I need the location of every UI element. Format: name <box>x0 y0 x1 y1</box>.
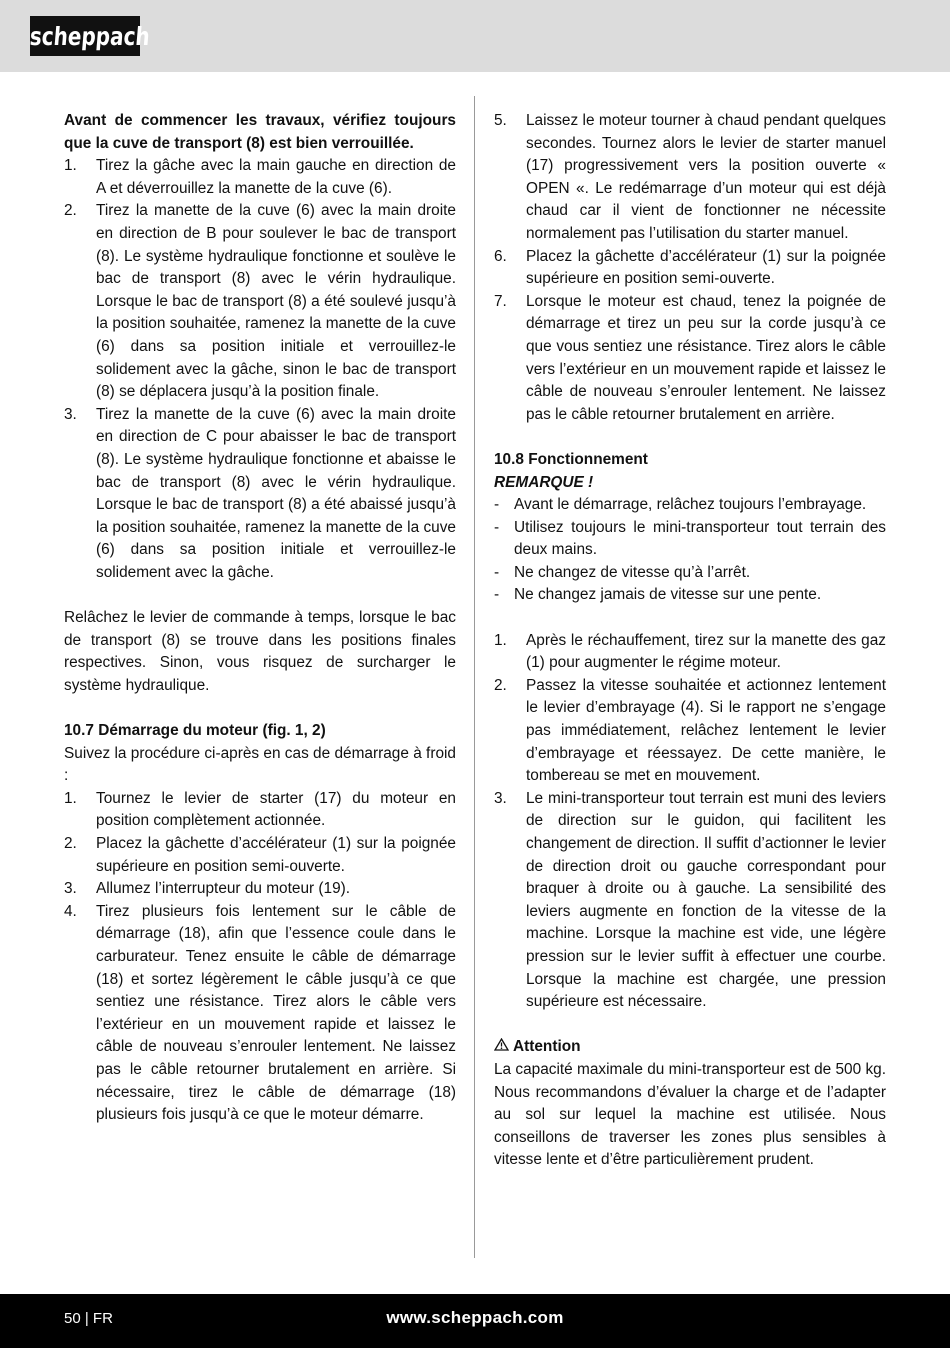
remark-label: REMARQUE ! <box>494 473 594 491</box>
attention-label: Attention <box>513 1038 581 1056</box>
item-text: Tirez la manette de la cuve (6) avec la main droite en direction de C pour abaisser le bac de transport (8). Le système hydraulique fonctionne et abaisse le bac de transport (8) avec le vérin hydraulique. Lorsque le bac de transport (8) a été abaissé jusqu’à la position souhaitée, ramenez la manette de la cuve (6) dans sa position initiale et verrouillez-le solidement avec la gâche. <box>96 405 456 581</box>
section-107-title: 10.7 Démarrage du moteur (fig. 1, 2) <box>64 722 326 740</box>
list-item <box>64 155 456 200</box>
item-number: 5. <box>494 112 507 129</box>
item-number: 2. <box>494 676 507 694</box>
page-header <box>0 0 950 72</box>
page-footer <box>0 1294 950 1348</box>
item-text: Placez la gâchette d’accélérateur (1) sur la poignée supérieure en position semi-ouverte. <box>96 835 456 875</box>
list-item <box>494 562 886 585</box>
dash-marker: - <box>494 496 500 514</box>
dash-marker: - <box>494 518 500 536</box>
item-text: Ne changez de vitesse qu’à l’arrêt. <box>514 563 751 581</box>
item-text: Le mini-transporteur tout terrain est muni des leviers de direction sur le guidon, qui facilitent les changement de direction. Il suffit d’actionner le levier de direction droit ou gauche correspondant pour braquer à droite ou à gauche. La sensibilité des leviers augmente en fonction de la vitesse de la machine. Lorsque la machine est vide, une légère pression sur le levier suffit à effectuer une courbe. Lorsque la machine est chargée, une pression supérieure est nécessaire. <box>526 789 886 1011</box>
release-note: Relâchez le levier de commande à temps, lorsque le bac de transport (8) se trouve dans les positions finales respectives. Sinon, vous risquez de surcharger le système hydraulique. <box>64 609 456 694</box>
item-text: Passez la vitesse souhaitée et actionnez lentement le levier d’embrayage (4). Si le rapport ne s’engage pas immédiatement, relâchez lentement le levier d’embrayage et réessayez. De cette manière, le tombereau se met en mouvement. <box>526 676 886 785</box>
attention-text: La capacité maximale du mini-transporteur est de 500 kg. Nous recommandons d’évaluer la charge et de l’adapter au sol sur lequel la machine est utilisée. Nous conseillons de traverser les zones plus sensibles à vitesse lente et d’être particulièrement prudent. <box>494 1060 886 1169</box>
item-text: Tirez la manette de la cuve (6) avec la main droite en direction de B pour soulever le bac de transport (8). Le système hydraulique fonctionne et soulève le bac de transport (8) avec le vérin hydraulique. Lorsque le bac de transport (8) a été soulevé jusqu’à la position souhaitée, ramenez la manette de la cuve (6) dans sa position initiale et verrouillez-le solidement avec la gâche, sinon le bac de transport (8) se déplacera jusqu’à la position finale. <box>96 202 456 401</box>
item-number: 1. <box>64 157 77 175</box>
list-item <box>494 494 886 517</box>
list-item <box>64 878 456 901</box>
list-item <box>494 291 886 427</box>
item-number: 2. <box>64 202 77 220</box>
item-text: Placez la gâchette d’accélérateur (1) sur la poignée supérieure en position semi-ouverte. <box>526 247 886 288</box>
item-number: 1. <box>64 789 77 807</box>
left-column <box>64 110 456 1127</box>
item-text: Après le réchauffement, tirez sur la manette des gaz (1) pour augmenter le régime moteur. <box>526 631 886 672</box>
list-item <box>64 788 456 833</box>
list-item <box>64 200 456 403</box>
website-link[interactable]: www.scheppach.com <box>386 1308 564 1327</box>
page-number: 50 | FR <box>64 1310 113 1327</box>
list-item <box>64 901 456 1127</box>
list-item <box>494 584 886 607</box>
lift-steps <box>64 155 456 584</box>
warm-start-steps <box>494 110 886 426</box>
item-text: Lorsque le moteur est chaud, tenez la poignée de démarrage et tirez un peu sur la corde jusqu’à ce que vous sentiez une résistance. Tirez alors le câble vers l’extérieur en un mouvement rapide et laissez le câble de nouveau s’enrouler lentement. Ne laissez pas le câble retourner brutalement en arrière. <box>526 292 886 423</box>
warning-triangle-icon <box>494 1036 509 1059</box>
remark-list <box>494 494 886 607</box>
list-item <box>494 675 886 788</box>
list-item <box>64 404 456 585</box>
right-column <box>494 110 886 1172</box>
item-number: 3. <box>64 405 77 423</box>
item-number: 1. <box>494 631 507 649</box>
section-108-title: 10.8 Fonctionnement <box>494 450 648 468</box>
item-number: 2. <box>64 835 77 852</box>
item-number: 3. <box>64 880 77 898</box>
item-text: Tournez le levier de starter (17) du moteur en position complètement actionnée. <box>96 789 456 830</box>
dash-marker: - <box>494 563 500 581</box>
item-number: 7. <box>494 292 507 310</box>
attention-heading <box>494 1036 886 1059</box>
item-number: 6. <box>494 247 507 265</box>
item-text: Allumez l’interrupteur du moteur (19). <box>96 880 351 898</box>
list-item <box>494 517 886 562</box>
list-item <box>494 788 886 1014</box>
list-item <box>494 630 886 675</box>
intro-warning: Avant de commencer les travaux, vérifiez toujours que la cuve de transport (8) est bien verrouillée. <box>64 112 456 152</box>
section-107-intro: Suivez la procédure ci-après en cas de démarrage à froid : <box>64 744 456 785</box>
list-item <box>64 833 456 878</box>
item-text: Tirez plusieurs fois lentement sur le câble de démarrage (18), afin que l’essence coule dans le carburateur. Tenez ensuite le câble de démarrage (18) et sortez légèrement le câble jusqu’à ce que sentiez une résistance. Tirez alors le câble vers l’extérieur en un mouvement rapide et laissez le câble de nouveau s’enrouler lentement. Ne laissez pas le câble retourner brutalement en arrière. Si nécessaire, tirez le câble de démarrage (18) plusieurs fois jusqu’à ce que le moteur démarre. <box>96 902 456 1124</box>
item-text: Avant le démarrage, relâchez toujours l’embrayage. <box>514 496 867 514</box>
item-number: 4. <box>64 902 77 920</box>
item-text: Tirez la gâche avec la main gauche en direction de A et déverrouillez la manette de la cuve (6). <box>96 157 456 197</box>
item-number: 3. <box>494 789 507 807</box>
item-text: Utilisez toujours le mini-transporteur tout terrain des deux mains. <box>514 518 886 559</box>
scheppach-logo: scheppach <box>30 16 140 56</box>
dash-marker: - <box>494 586 500 604</box>
list-item <box>494 110 886 246</box>
item-text: Ne changez jamais de vitesse sur une pente. <box>514 586 822 604</box>
cold-start-steps <box>64 788 456 1127</box>
item-text: Laissez le moteur tourner à chaud pendant quelques secondes. Tournez alors le levier de starter manuel (17) progressivement vers la position ouverte « OPEN «. Le redémarrage d’un moteur qui est déjà chaud car il vient de fonctionner ne nécessite normalement pas l’utilisation du starter manuel. <box>526 112 886 242</box>
operation-steps <box>494 630 886 1014</box>
column-divider <box>474 96 475 1258</box>
list-item <box>494 246 886 291</box>
